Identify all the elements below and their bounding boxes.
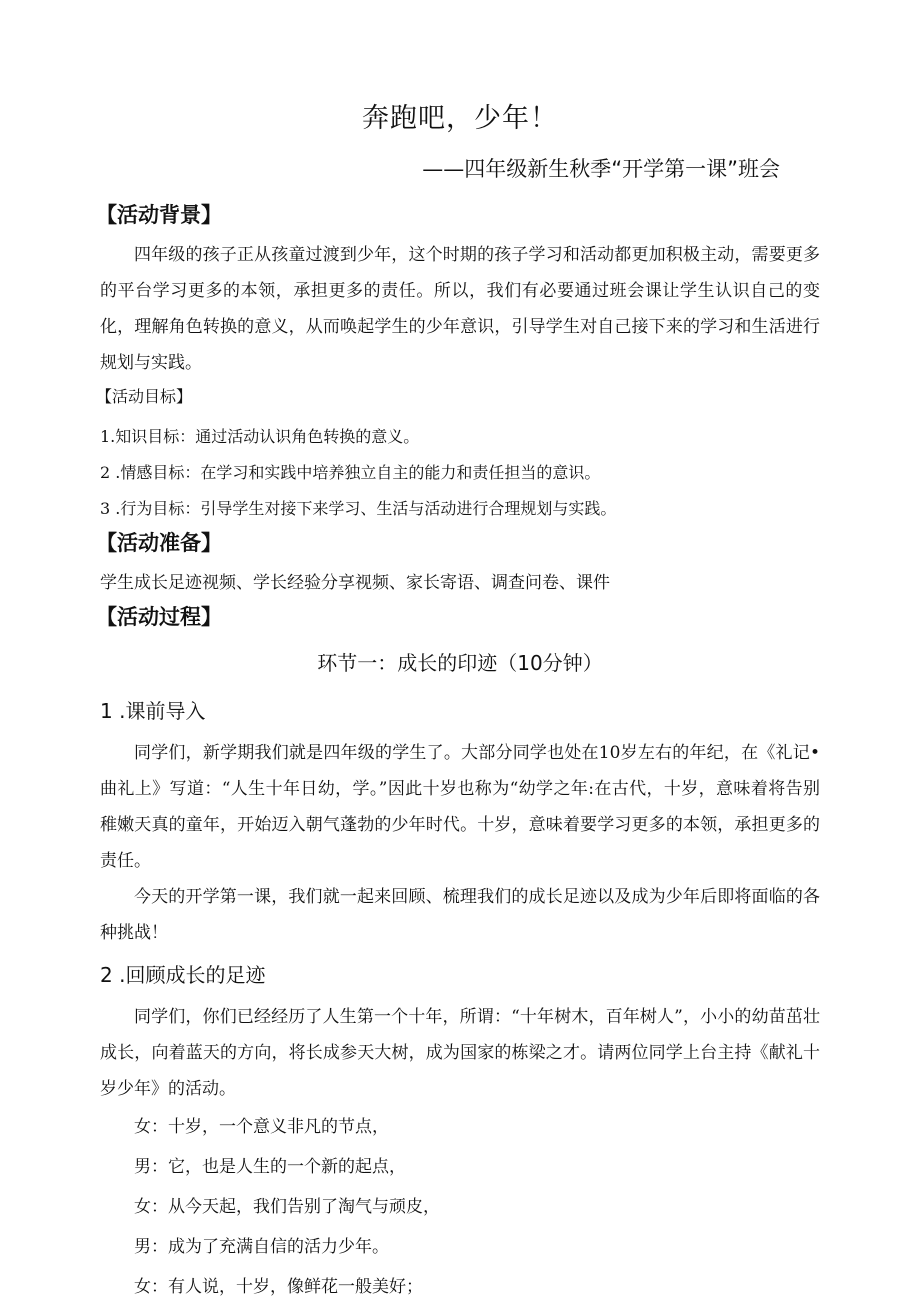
part-1-paragraph-2: 今天的开学第一课，我们就一起来回顾、梳理我们的成长足迹以及成为少年后即将面临的各种挑战！ [100,887,820,943]
part-1-paragraph-1: 同学们，新学期我们就是四年级的学生了。大部分同学也处在10岁左右的年纪，在《礼记•曲礼上》写道：“人生十年日幼，学。”因此十岁也称为“幼学之年:在古代，十岁，意味着将告别稚嫩天真的童年，开始迈入朝气蓬勃的少年时代。十岁，意味着要学习更多的本领，承担更多的责任。 [100,743,820,871]
background-heading: 【活动背景】 [96,203,222,227]
goal-item-1: 1.知识目标：通过活动认识角色转换的意义。 [100,427,420,446]
dialogue-line: 女：从今天起，我们告别了淘气与顽皮， [134,1197,440,1217]
stage-1-title: 环节一：成长的印迹（10分钟） [317,651,603,675]
dialogue-line: 女：十岁，一个意义非凡的节点， [134,1117,389,1137]
background-text: 四年级的孩子正从孩童过渡到少年，这个时期的孩子学习和活动都更加积极主动，需要更多的平台学习更多的本领，承担更多的责任。所以，我们有必要通过班会课让学生认识自己的变化，理解角色转换的意义，从而唤起学生的少年意识，引导学生对自己接下来的学习和生活进行规划与实践。 [100,245,820,373]
part-2-paragraph-1: 同学们，你们已经经历了人生第一个十年，所谓：“十年树木，百年树人”，小小的幼苗茁壮成长，向着蓝天的方向，将长成参天大树，成为国家的栋梁之才。请两位同学上台主持《献礼十岁少年》的活动。 [100,1007,820,1099]
goal-item-2: 2 .情感目标：在学习和实践中培养独立自主的能力和责任担当的意识。 [100,463,601,482]
goals-heading: 【活动目标】 [96,387,193,406]
goal-item-3: 3 .行为目标：引导学生对接下来学习、生活与活动进行合理规划与实践。 [100,499,617,518]
process-heading: 【活动过程】 [96,605,222,629]
preparation-text: 学生成长足迹视频、学长经验分享视频、家长寄语、调查问卷、课件 [100,573,610,593]
part-1-heading: 1 .课前导入 [100,699,206,723]
preparation-heading: 【活动准备】 [96,531,222,555]
document-title: 奔跑吧，少年！ [362,103,558,134]
dialogue-line: 女：有人说，十岁，像鲜花一般美好； [134,1277,423,1297]
document-subtitle: ——四年级新生秋季“开学第一课”班会 [422,157,780,181]
part-2-heading: 2 .回顾成长的足迹 [100,963,266,987]
dialogue-line: 男：成为了充满自信的活力少年。 [134,1237,389,1257]
dialogue-line: 男：它，也是人生的一个新的起点， [134,1157,406,1177]
